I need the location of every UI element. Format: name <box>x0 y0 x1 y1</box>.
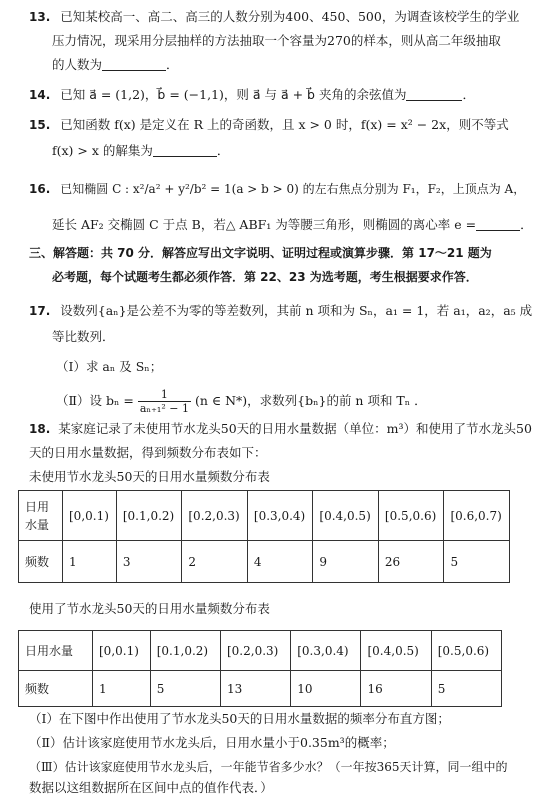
fraction-numerator: 1 <box>138 388 191 402</box>
q15-number: 15. <box>29 118 51 132</box>
q13-text-2: 压力情况，现采用分层抽样的方法抽取一个容量为270的样本，则从高二年级抽取 <box>52 33 501 48</box>
table1-header-row <box>19 491 510 541</box>
header-label-part: 水量 <box>25 517 50 532</box>
table2-freq: 16 <box>361 671 431 707</box>
q15-line2: f(x) > x 的解集为 ． <box>52 143 230 158</box>
q17-fraction <box>138 388 191 415</box>
table2-freq: 10 <box>291 671 361 707</box>
table1-freq-row <box>19 541 510 583</box>
table2-freq: 1 <box>93 671 151 707</box>
q15-text-1: 已知函数 f(x) 是定义在 R 上的奇函数，且 x > 0 时，f(x) = x² − 2x，则不等式 <box>60 117 509 132</box>
table1-interval: [0.5,0.6) <box>378 491 444 541</box>
table1-freq: 2 <box>182 541 248 583</box>
table1-freq: 9 <box>313 541 379 583</box>
table1-interval: [0.6,0.7) <box>444 491 510 541</box>
q18-part3-line2: 数据以这组数据所在区间中点的值作代表．） <box>29 780 273 795</box>
q17-part2-prefix: （Ⅱ）设 bₙ = <box>56 393 134 408</box>
table2-freq: 5 <box>431 671 501 707</box>
table1-title: 未使用节水龙头50天的日用水量频数分布表 <box>29 469 270 484</box>
q14-text: 已知 a⃗ = (1,2)，b⃗ = (−1,1)，则 a⃗ 与 a⃗ + b⃗ 夹角的余弦值为 <box>60 87 407 102</box>
header-label-part: 日用 <box>25 499 50 514</box>
q17-number: 17. <box>29 304 51 318</box>
table2-interval: [0.3,0.4) <box>291 631 361 671</box>
table2-header-row <box>19 631 502 671</box>
table2-title: 使用了节水龙头50天的日用水量频数分布表 <box>29 601 270 616</box>
answer-blank <box>476 219 520 231</box>
table1-interval: [0.2,0.3) <box>182 491 248 541</box>
table1-freq: 5 <box>444 541 510 583</box>
table1-freq: 4 <box>247 541 313 583</box>
table2-interval: [0.2,0.3) <box>220 631 290 671</box>
q18-text-2: 天的日用水量数据，得到频数分布表如下： <box>29 445 267 460</box>
table1-freq: 3 <box>116 541 182 583</box>
q17-part2 <box>56 384 427 418</box>
q13-number: 13. <box>29 10 51 24</box>
section3-line2: 必考题，每个试题考生都必须作答．第 22、23 为选考题，考生根据要求作答． <box>52 270 478 284</box>
table2-header-label: 日用水量 <box>19 631 93 671</box>
q15-text-2: f(x) > x 的解集为 <box>52 143 153 158</box>
table2-interval: [0.1,0.2) <box>150 631 220 671</box>
table1-interval: [0.1,0.2) <box>116 491 182 541</box>
q18-part2: （Ⅱ）估计该家庭使用节水龙头后，日用水量小于0.35m³的概率； <box>29 735 395 750</box>
q18-part3: （Ⅲ）估计该家庭使用节水龙头后，一年能节省多少水？（一年按365天计算，同一组中的 <box>29 760 508 774</box>
table2-interval: [0.4,0.5) <box>361 631 431 671</box>
q18-text-1: 某家庭记录了未使用节水龙头50天的日用水量数据（单位：m³）和使用了节水龙头50 <box>58 421 532 436</box>
table1-interval: [0.3,0.4) <box>247 491 313 541</box>
q15-line1 <box>29 116 509 134</box>
q17-text-1: 设数列{aₙ}是公差不为零的等差数列，其前 n 项和为 Sₙ，a₁ = 1，若 a₁，a₂，a₅ 成 <box>60 303 533 318</box>
q13-text-3: 的人数为 <box>52 57 103 72</box>
q16-text-2: 延长 AF₂ 交椭圆 C 于点 B，若△ ABF₁ 为等腰三角形，则椭圆的离心率 e = <box>52 217 477 232</box>
fraction-denominator: aₙ₊₁² − 1 <box>139 402 189 415</box>
table1-interval: [0,0.1) <box>63 491 117 541</box>
table2-freq-row <box>19 671 502 707</box>
table1-freq-label: 频数 <box>19 541 63 583</box>
q13-line3: 的人数为 ． <box>52 57 179 72</box>
q13-line1 <box>29 8 519 26</box>
q18-part1: （Ⅰ）在下图中作出使用了节水龙头50天的日用水量数据的频率分布直方图； <box>29 711 450 726</box>
answer-blank <box>102 59 166 71</box>
table2-freq: 13 <box>220 671 290 707</box>
table-used-faucet <box>18 630 502 707</box>
table2-interval: [0.5,0.6) <box>431 631 501 671</box>
q18-number: 18. <box>29 422 51 436</box>
q16-line2: 延长 AF₂ 交椭圆 C 于点 B，若△ ABF₁ 为等腰三角形，则椭圆的离心率 e = ． <box>52 217 533 232</box>
q17-text-2: 等比数列． <box>52 329 115 344</box>
q14-line: 14. 已知 a⃗ = (1,2)，b⃗ = (−1,1)，则 a⃗ 与 a⃗ + b⃗ 夹角的余弦值为 ． <box>29 87 475 102</box>
section3-line1: 三、解答题：共 70 分．解答应写出文字说明、证明过程或演算步骤．第 17～21 题为 <box>29 246 492 260</box>
q18-line1 <box>29 420 532 438</box>
table1-freq: 1 <box>63 541 117 583</box>
table1-interval: [0.4,0.5) <box>313 491 379 541</box>
table1-freq: 26 <box>378 541 444 583</box>
table2-interval: [0,0.1) <box>93 631 151 671</box>
answer-blank <box>406 89 462 101</box>
table-unused-faucet <box>18 490 510 583</box>
table2-freq: 5 <box>150 671 220 707</box>
q17-part2-suffix: (n ∈ N*)，求数列{bₙ}的前 n 项和 Tₙ ． <box>194 393 427 408</box>
answer-blank <box>153 145 217 157</box>
q16-number: 16. <box>29 182 51 196</box>
table1-header-label <box>19 491 63 541</box>
q13-text-1: 已知某校高一、高二、高三的人数分别为400、450、500，为调查该校学生的学业 <box>60 9 520 24</box>
q17-part1: （Ⅰ）求 aₙ 及 Sₙ； <box>56 359 163 374</box>
q16-text-1: 已知椭圆 C : x²/a² + y²/b² = 1(a > b > 0) 的左右焦点分别为 F₁，F₂，上顶点为 A， <box>60 182 526 196</box>
table2-freq-label: 频数 <box>19 671 93 707</box>
q14-number: 14. <box>29 88 51 102</box>
q16-line1 <box>29 180 525 198</box>
q17-line1 <box>29 302 532 320</box>
